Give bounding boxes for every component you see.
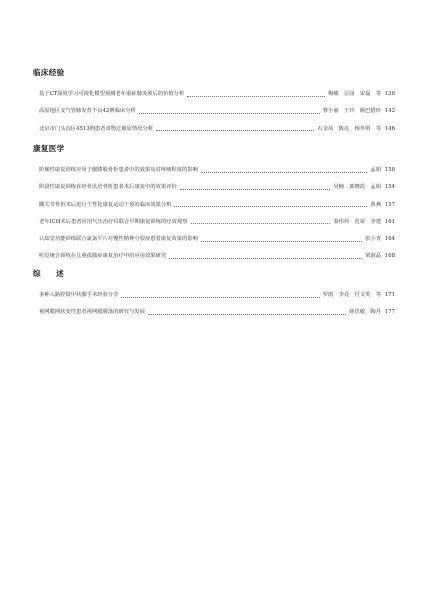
entry-title: 踝关节骨折术后进行个性化康复运动干预的临床效果分析 xyxy=(39,201,172,208)
dot-leader xyxy=(201,172,367,173)
entry-page: 142 xyxy=(384,108,395,115)
toc-entry[interactable] xyxy=(33,108,395,115)
dot-leader xyxy=(148,314,346,315)
entry-authors: 石金凤 陈亮 杨冬明 等 xyxy=(317,125,381,132)
entry-page: 157 xyxy=(384,201,395,208)
entry-page: 146 xyxy=(384,125,395,132)
entry-authors: 梅峻 宗园 宋磊 等 xyxy=(328,91,381,97)
dot-leader xyxy=(191,223,331,224)
entry-title: 听觉统合训练在儿童孤独症康复治疗中的应用效果研究 xyxy=(39,253,167,260)
entry-page: 164 xyxy=(384,236,395,243)
entry-title: 高原地区支气管肺发育不良42例临床分析 xyxy=(39,108,136,115)
entry-title: 北京市门头沟区4513例患者食物过敏原情况分析 xyxy=(39,125,154,132)
toc-entry[interactable] xyxy=(33,236,395,243)
toc-entry[interactable] xyxy=(33,292,395,299)
dot-leader xyxy=(156,130,314,131)
entry-page: 161 xyxy=(384,218,395,225)
entry-title: 阶梯性康复训练应用于髋膝股骨折患者中的效果及对疼痛程度的影响 xyxy=(39,167,198,173)
entry-authors: 吴楠 郭晓霞 孟娟 xyxy=(333,184,381,191)
entry-authors: 曹小丽 王玲 颜巴措珍 xyxy=(322,108,381,115)
entry-title: 阶段性康复训练在经骨汎培骨折患者术后康复中的效果评价 xyxy=(39,184,177,191)
toc-entry[interactable] xyxy=(33,202,395,209)
entry-page: 154 xyxy=(384,184,395,191)
dot-leader xyxy=(201,241,362,242)
toc-entry[interactable] xyxy=(33,253,395,260)
dot-leader xyxy=(174,206,367,207)
entry-title: 多种入路腔镜甲状腺手术经验分享 xyxy=(39,292,119,298)
section-title: 康复医学 xyxy=(33,144,65,153)
dot-leader xyxy=(139,113,320,114)
entry-title: 基于CT深度学习可视化模型预测老年重症肺炎预后的价值分析 xyxy=(39,91,185,97)
dot-leader xyxy=(169,258,362,259)
toc-entry[interactable] xyxy=(33,167,395,174)
toc-entry[interactable] xyxy=(33,309,395,316)
dot-leader xyxy=(121,297,319,298)
section-clinical-experience xyxy=(33,67,395,143)
entry-title: 视网膜网状变性患者视网膜脱落的研究与发展 xyxy=(39,309,145,316)
entry-page: 168 xyxy=(384,253,395,260)
dot-leader xyxy=(187,96,325,97)
toc-entry[interactable] xyxy=(33,184,395,191)
entry-authors: 孟娟 xyxy=(370,167,381,173)
dot-leader xyxy=(180,189,331,190)
section-title: 临床经验 xyxy=(33,68,65,77)
toc-entry[interactable] xyxy=(33,91,395,98)
entry-page: 150 xyxy=(384,167,395,173)
entry-page: 177 xyxy=(384,309,395,316)
entry-authors: 罗雨 李亮 付文笑 等 xyxy=(322,292,381,298)
section-review xyxy=(33,268,395,327)
entry-page: 171 xyxy=(384,292,395,298)
entry-authors: 黄燕 xyxy=(370,201,381,208)
entry-title: 老年ICH术后患者应用气压治疗仪联合早期康复训练的疗效观察 xyxy=(39,218,188,225)
section-title: 综 述 xyxy=(33,269,68,278)
entry-authors: 梁淑晶 xyxy=(365,253,381,260)
entry-authors: 张小青 xyxy=(365,236,381,243)
entry-page: 138 xyxy=(384,91,395,97)
entry-title: 认知觉功能训练联合氯氮平片对慢性精神分裂症患者康复效果的影响 xyxy=(39,236,198,243)
entry-authors: 秦伟伟 范荣 李建 xyxy=(333,218,381,225)
section-rehabilitation-medicine xyxy=(33,143,395,271)
toc-entry[interactable] xyxy=(33,126,395,133)
entry-authors: 薛思敏 陶丹 xyxy=(349,309,381,316)
toc-entry[interactable] xyxy=(33,219,395,226)
